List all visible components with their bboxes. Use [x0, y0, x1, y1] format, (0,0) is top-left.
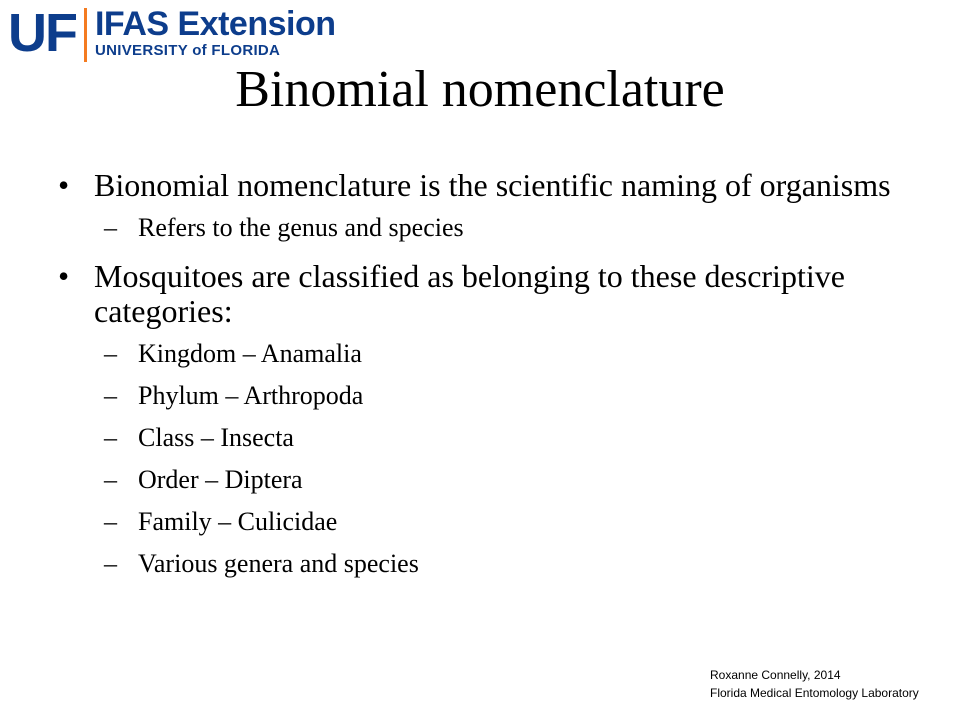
sub-bullet-text: Order – Diptera: [138, 465, 303, 494]
sub-bullet-item: [58, 213, 918, 243]
dash-icon: –: [104, 507, 117, 536]
logo-text: [95, 6, 336, 60]
logo-divider: [84, 8, 87, 62]
uf-logo-mark: UF: [8, 3, 76, 63]
slide-title: Binomial nomenclature: [235, 61, 725, 118]
sub-bullet-text: Phylum – Arthropoda: [138, 381, 364, 410]
bullet-item: [58, 168, 918, 203]
bullet-dot-icon: •: [58, 167, 70, 203]
sub-bullet-item: [58, 423, 918, 453]
sub-bullet-item: [58, 549, 918, 579]
dash-icon: –: [104, 465, 117, 494]
slide-credit: [710, 666, 919, 702]
logo-subtitle: UNIVERSITY of FLORIDA: [94, 42, 281, 59]
bullet-text: Bionomial nomenclature is the scientific naming of organisms: [94, 167, 891, 203]
dash-icon: –: [104, 549, 117, 578]
sub-bullet-text: Various genera and species: [138, 549, 419, 578]
sub-bullet-item: [58, 507, 918, 537]
dash-icon: –: [104, 423, 117, 452]
credit-author: Roxanne Connelly, 2014: [710, 668, 841, 682]
sub-bullet-text: Family – Culicidae: [138, 507, 338, 536]
credit-institution: Florida Medical Entomology Laboratory: [710, 686, 919, 700]
bullet-text: Mosquitoes are classified as belonging to these descriptive categories:: [94, 258, 845, 329]
sub-bullet-text: Refers to the genus and species: [138, 213, 464, 242]
sub-bullet-item: [58, 465, 918, 495]
sub-bullet-text: Class – Insecta: [138, 423, 294, 452]
dash-icon: –: [104, 339, 117, 368]
dash-icon: –: [104, 381, 117, 410]
dash-icon: –: [104, 213, 117, 242]
bullet-dot-icon: •: [58, 258, 70, 294]
sub-bullet-item: [58, 381, 918, 411]
logo-title: IFAS Extension: [94, 5, 336, 43]
bullet-item: [58, 259, 918, 329]
slide-body: [58, 168, 918, 591]
sub-bullet-item: [58, 339, 918, 369]
sub-bullet-text: Kingdom – Anamalia: [138, 339, 362, 368]
ifas-extension-logo: [8, 3, 336, 63]
